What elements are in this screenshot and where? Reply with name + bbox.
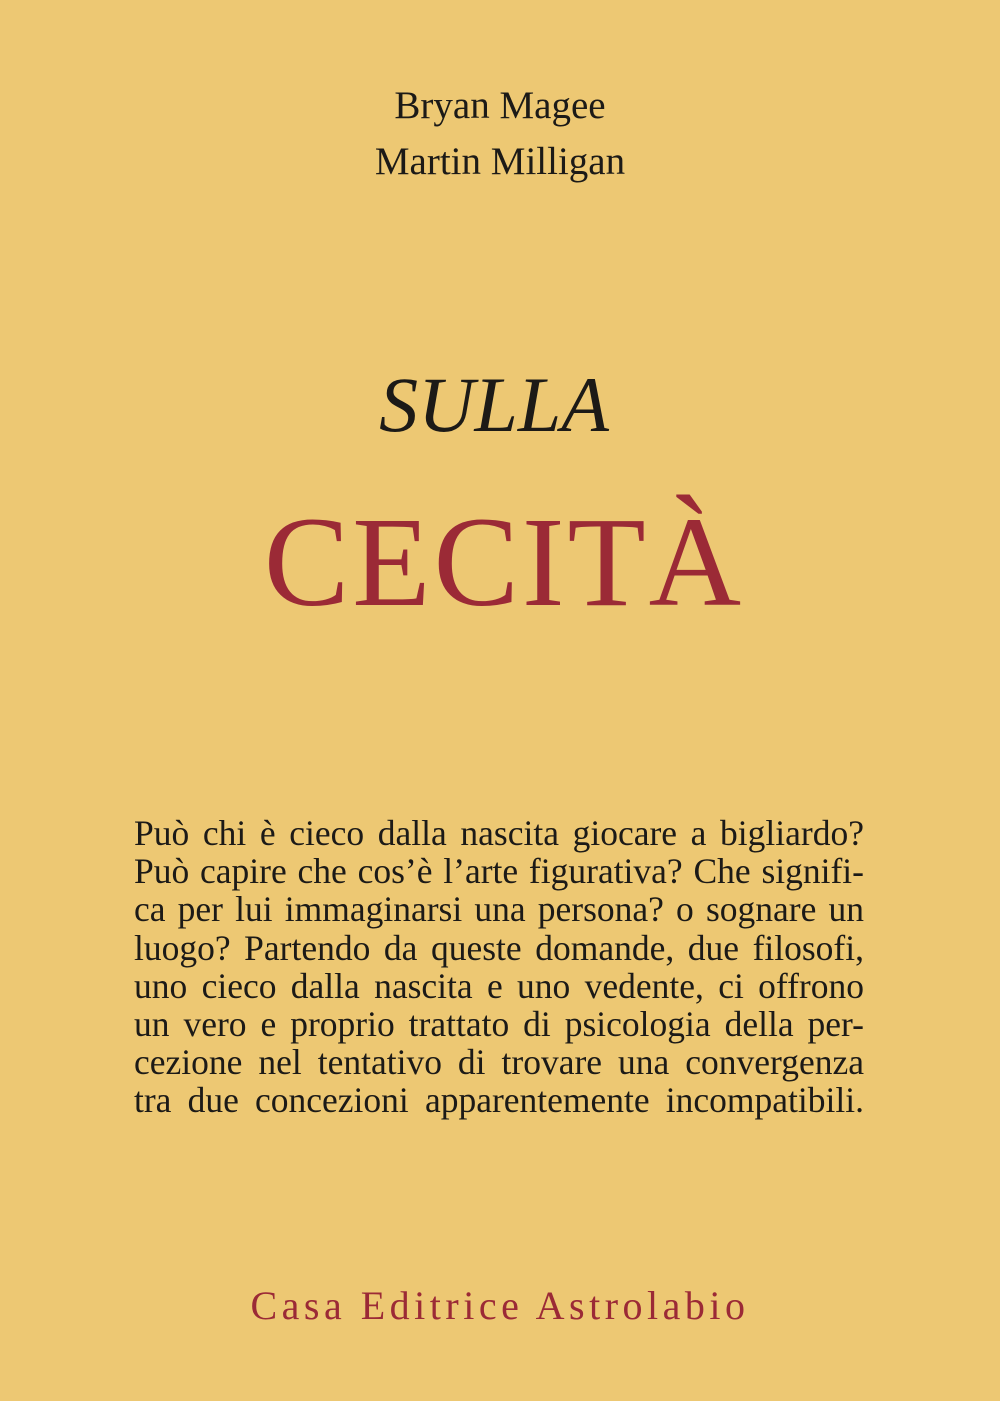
author-name: Martin Milligan	[374, 140, 626, 183]
blurb-line: uno cieco dalla nascita e uno vedente, ci offrono	[134, 965, 864, 1006]
blurb-line: luogo? Partendo da queste domande, due filosofi,	[134, 927, 864, 968]
title-line-2: CECITÀ	[263, 491, 745, 633]
title-line-1: SULLA	[379, 361, 609, 448]
blurb-text	[134, 814, 864, 1120]
blurb-line: Può chi è cieco dalla nascita giocare a bigliardo?	[134, 813, 864, 853]
blurb-line: cezione nel tentativo di trovare una convergenza	[134, 1042, 864, 1083]
blurb-line: Può capire che cos’è l’arte figurativa? Che signifi-	[134, 851, 864, 892]
author-name: Bryan Magee	[394, 84, 606, 127]
blurb-line: un vero e proprio trattato di psicologia della per-	[134, 1003, 864, 1044]
blurb-line: tra due concezioni apparentemente incompatibili.	[134, 1080, 864, 1121]
publisher-name: Casa Editrice Astrolabio	[250, 1283, 750, 1328]
blurb-line: ca per lui immaginarsi una persona? o sognare un	[134, 889, 864, 930]
